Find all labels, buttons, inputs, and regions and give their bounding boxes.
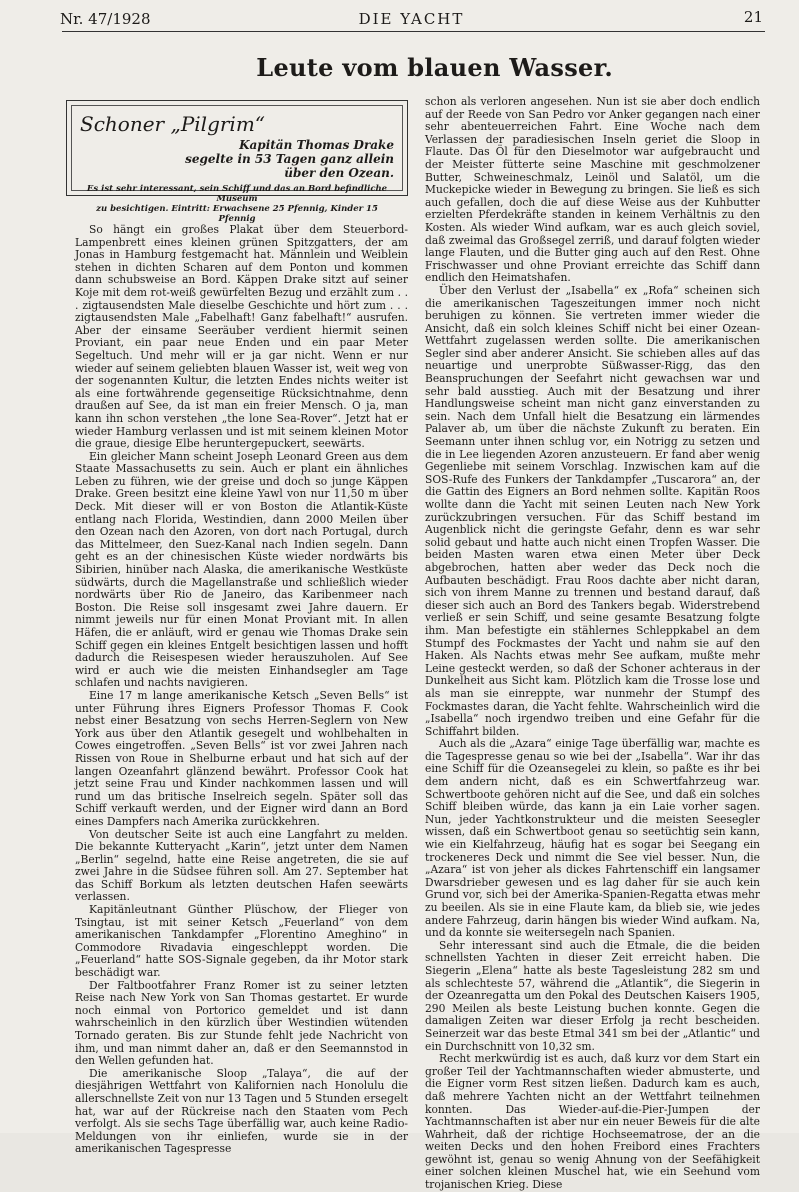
paragraph: schon als verloren angesehen. Nun ist sie aber doch endlich auf der Reede von San Pedro vor Anker gegangen nach einer sehr abenteuerreichen Fahrt. Eine Woche nach dem Verlassen der paradiesischen Inseln geriet die Sloop in Flaute. Das Öl für den Dieselmotor war aufgebraucht und der Meister fütterte seine Maschine mit geschmolzener Butter, Schweineschmalz, Leinöl und Salatöl, um die Muckepicke wieder in Bewegung zu bringen. Sie ließ es sich auch gefallen, doch die auf diese Weise aus der Kuhbutter erzielten Pferdekräfte standen in keinem Verhältnis zu den Kosten. Als wieder Wind aufkam, war es auch gleich soviel, daß zweimal das Großsegel zerriß, und darauf folgten wieder lange Flauten, und die Butter ging auch auf den Rest. Ohne Frischwasser und ohne Proviant erreichte das Schiff dann endlich den Heimatshafen. — [425, 95, 760, 285]
paragraph: Kapitänleutnant Günther Plüschow, der Flieger von Tsingtau, ist mit seiner Ketsch „Feuerland“ von dem amerikanischen Tankdampfer „Florentino Ameghino“ in Commodore Rivadavia eingeschleppt worden. Die „Feuerland“ hatte SOS-Signale gegeben, da ihr Motor stark beschädigt war. — [75, 903, 408, 980]
page-header — [60, 8, 763, 28]
page-number: 21 — [743, 8, 763, 26]
poster-note-line: zu besichtigen. Eintritt: Erwachsene 25 Pfennig, Kinder 15 Pfennig — [96, 204, 378, 224]
paragraph: Von deutscher Seite ist auch eine Langfahrt zu melden. Die bekannte Kutteryacht „Karin“, jetzt unter dem Namen „Berlin“ segelnd, hatte eine Reise angetreten, die sie auf zwei Jahre in die Südsee führen soll. Am 27. September hat das Schiff Borkum als letzten deutschen Hafen seewärts verlassen. — [75, 827, 408, 904]
paragraph: Über den Verlust der „Isabella“ ex „Rofa“ scheinen sich die amerikanischen Tageszeitungen immer noch nicht beruhigen zu können. Sie vertreten immer wieder die Ansicht, daß ein solch kleines Schiff nicht bei einer Ozean-Wettfahrt zugelassen werden sollte. Die amerikanischen Segler sind aber anderer Ansicht. Sie schieben alles auf das neuartige und unerprobte Süßwasser-Rigg, das den Beanspruchungen der Seefahrt nicht gewachsen war und sehr bald ausstieg. Auch mit der Besatzung und ihrer Handlungsweise scheint man nicht ganz einverstanden zu sein. Nach dem Unfall hielt die Besatzung ein lärmendes Palaver ab, um über die nächste Zukunft zu beraten. Ein Seemann unter ihnen schlug vor, ein Notrigg zu setzen und die in Lee liegenden Azoren anzusteuern. Er fand aber wenig Gegenliebe mit seinem Vorschlag. Inzwischen kam auf die SOS-Rufe des Funkers der Tankdampfer „Tuscarora“ an, der die Gattin des Eigners an Bord nehmen sollte. Kapitän Roos wollte dann die Yacht mit seinen Leuten nach New York zurückzubringen versuchen. Für das Schiff bestand im Augenblick nicht die geringste Gefahr, denn es war sehr solid gebaut und hatte auch nicht einen Tropfen Wasser. Die beiden Masten waren etwa einen Meter über Deck abgebrochen, hatten aber weder das Deck noch die Aufbauten beschädigt. Frau Roos dachte aber nicht daran, sich von ihrem Manne zu trennen und bestand darauf, daß dieser sich auch an Bord des Tankers begab. Widerstrebend verließ er sein Schiff, und seine gesamte Besatzung folgte ihm. Man befestigte ein stählernes Schleppkabel an dem Stumpf des Fockmastes der Yacht und nahm sie auf den Haken. Als Nachts etwas mehr See aufkam, mußte mehr Leine gesteckt werden, so daß der Schoner achteraus in der Dunkelheit aus Sicht kam. Plötzlich kam die Trosse lose und als man sie einreppte, war nunmehr der Stumpf des Fockmastes daran, die Yacht fehlte. Wahrscheinlich wird die „Isabella“ noch irgendwo treiben und eine Gefahr für die Schiffahrt bilden. — [425, 283, 760, 738]
magazine-name: DIE YACHT — [358, 10, 465, 28]
paragraph: So hängt ein großes Plakat über dem Steuerbord-Lampenbrett eines kleinen grünen Spitzgatters, der am Jonas in Hamburg festgemacht hat. Männlein und Weiblein stehen in dichten Scharen auf dem Ponton und kommen dann schubsweise an Bord. Käppen Drake sitzt auf seiner Koje mit dem rot-weiß gewürfelten Bezug und erzählt zum . . . zigtausendsten Male dieselbe Geschichte und hört zum . . . zigtausendsten Male „Fabelhaft! Ganz fabelhaft!“ ausrufen. Aber der einsame Seeräuber verdient hiermit seinen Proviant, ein paar neue Enden und ein paar Meter Segeltuch. Und mehr will er ja gar nicht. Wenn er nur wieder auf seinem geliebten blauen Wasser ist, weit weg von der sogenannten Kultur, die letzten Endes nichts weiter ist als eine fortwährende gegenseitige Rücksichtnahme, denn draußen auf See, da ist man ein freier Mensch. O ja, man kann ihn schon verstehen „the lone Sea-Rover“. Jetzt hat er wieder Hamburg verlassen und ist mit seinem kleinen Motor die graue, diesige Elbe heruntergepuckert, seewärts. — [75, 223, 408, 451]
poster-box-inner — [71, 105, 403, 224]
paragraph: Ein gleicher Mann scheint Joseph Leonard Green aus dem Staate Massachusetts zu sein. Auch er plant ein ähnliches Leben zu führen, wie der greise und doch so junge Käppen Drake. Green besitzt eine kleine Yawl von nur 11,50 m über Deck. Mit dieser will er von Boston die Atlantik-Küste entlang nach Florida, Westindien, dann 2000 Meilen über den Ozean nach den Azoren, von dort nach Portugal, durch das Mittelmeer, den Suez-Kanal nach Indien segeln. Dann geht es an der chinesischen Küste wieder nordwärts bis Sibirien, hinüber nach Alaska, die amerikanische Westküste südwärts, durch die Magellanstraße und schließlich wieder nordwärts über Rio de Janeiro, das Karibenmeer nach Boston. Die Reise soll insgesamt zwei Jahre dauern. Er nimmt jeweils nur für einen Monat Proviant mit. In allen Häfen, die er anläuft, wird er genau wie Thomas Drake sein Schiff gegen ein kleines Entgelt besichtigen lassen und hofft dadurch die Reisespesen wieder herauszuholen. Auf See wird er auch wie die meisten Einhandsegler am Tage schlafen und nachts navigieren. — [75, 449, 408, 690]
paragraph: Eine 17 m lange amerikanische Ketsch „Seven Bells“ ist unter Führung ihres Eigners Professor Thomas F. Cook nebst einer Besatzung von sechs Herren-Seglern von New York aus über den Atlantik gesegelt und wohlbehalten in Cowes eingetroffen. „Seven Bells“ ist vor zwei Jahren nach Rissen von Roue in Shelburne erbaut und hat sich auf der langen Ozeanfahrt glänzend bewährt. Professor Cook hat jetzt seine Frau und Kinder nachkommen lassen und will rund um das britische Inselreich segeln. Später soll das Schiff verkauft werden, und der Eigner wird dann an Bord eines Dampfers nach Amerika zurückkehren. — [75, 688, 408, 828]
right-column — [425, 96, 760, 1192]
poster-note — [80, 184, 394, 224]
paragraph: Sehr interessant sind auch die Etmale, die die beiden schnellsten Yachten in dieser Zeit erreicht haben. Die Siegerin „Elena“ hatte als beste Tagesleistung 282 sm und als schlechteste 57, während die „Atlantik“, die Siegerin in der Ozeanregatta um den Pokal des Deutschen Kaisers 1905, 290 Meilen als beste Leistung buchen konnte. Gegen die damaligen Zeiten war dieser Erfolg ja recht bescheiden. Seinerzeit war das beste Etmal 341 sm bei der „Atlantic“ und ein Durchschnitt von 10,32 sm. — [425, 938, 760, 1053]
issue-number: Nr. 47/1928 — [60, 10, 151, 28]
paragraph: Auch als die „Azara“ einige Tage überfällig war, machte es die Tagespresse genau so wie bei der „Isabella“. War ihr das eine Schiff für die Ozeansegelei zu klein, so paßte es ihr bei dem andern nicht, daß es ein Schwertfahrzeug war. Schwertboote gehören nicht auf die See, und daß ein solches Schiff bleiben würde, das kann ja ein Laie vorher sagen. Nun, jeder Yachtkonstrukteur und die meisten Seesegler wissen, daß ein Schwertboot genau so seetüchtig sein kann, wie ein Kielfahrzeug, häufig hat es sogar bei Seegang ein trockeneres Deck und nimmt die See viel besser. Nun, die „Azara“ ist von jeher als dickes Fahrtenschiff ein langsamer Dwarsdrieber gewesen und es lag daher für sie auch kein Grund vor, sich bei der Amerika-Spanien-Regatta etwas mehr zu beeilen. Als sie in eine Flaute kam, da blieb sie, wie jedes andere Fahrzeug, darin hängen bis wieder Wind aufkam. Na, und da konnte sie weitersegeln nach Spanien. — [425, 737, 760, 940]
poster-title: Schoner „Pilgrim“ — [80, 112, 266, 136]
poster-note-line: Es ist sehr interessant, sein Schiff und das an Bord befindliche Museum — [86, 184, 388, 204]
paragraph: Die amerikanische Sloop „Talaya“, die auf der diesjährigen Wettfahrt von Kalifornien nach Honolulu die allerschnellste Zeit von nur 13 Tagen und 5 Stunden ersegelt hat, war auf der Rückreise nach den Staaten vom Pech verfolgt. Als sie sechs Tage überfällig war, auch keine Radio-Meldungen von ihr einliefen, wurde sie in der amerikanischen Tagespresse — [75, 1066, 408, 1156]
header-rule — [62, 31, 765, 32]
paragraph: Der Faltbootfahrer Franz Romer ist zu seiner letzten Reise nach New York von San Thomas gestartet. Er wurde noch einmal von Portorico gemeldet und ist dann wahrscheinlich in den kürzlich über Westindien wütenden Tornado geraten. Bis zur Stunde fehlt jede Nachricht von ihm, und man nimmt daher an, daß er den Seemannstod in den Wellen gefunden hat. — [75, 978, 408, 1068]
poster-subtitle-line: über den Ozean. — [284, 166, 394, 180]
poster-box — [66, 100, 408, 224]
poster-subtitle-line: Kapitän Thomas Drake — [239, 138, 394, 152]
paragraph: Recht merkwürdig ist es auch, daß kurz vor dem Start ein großer Teil der Yachtmannschaften wieder abmusterte, und die Eigner vorm Rest sitzen ließen. Dadurch kam es auch, daß mehrere Yachten nicht an der Wettfahrt teilnehmen konnten. Das Wieder-auf-die-Pier-Jumpen der Yachtmannschaften ist aber nur ein neuer Beweis für die alte Wahrheit, daß der richtige Hochseematrose, der an die weiten Decks und den hohen Freibord eines Frachters gewöhnt ist, genau so wenig Ahnung von der Seefähigkeit einer solchen kleinen Muschel hat, wie ein Seehund vom trojanischen Krieg. Diese — [425, 1052, 760, 1192]
article-title: Leute vom blauen Wasser. — [256, 53, 613, 82]
poster-subtitle — [80, 138, 394, 180]
poster-subtitle-line: segelte in 53 Tagen ganz allein — [185, 152, 394, 166]
left-column — [75, 224, 408, 1156]
